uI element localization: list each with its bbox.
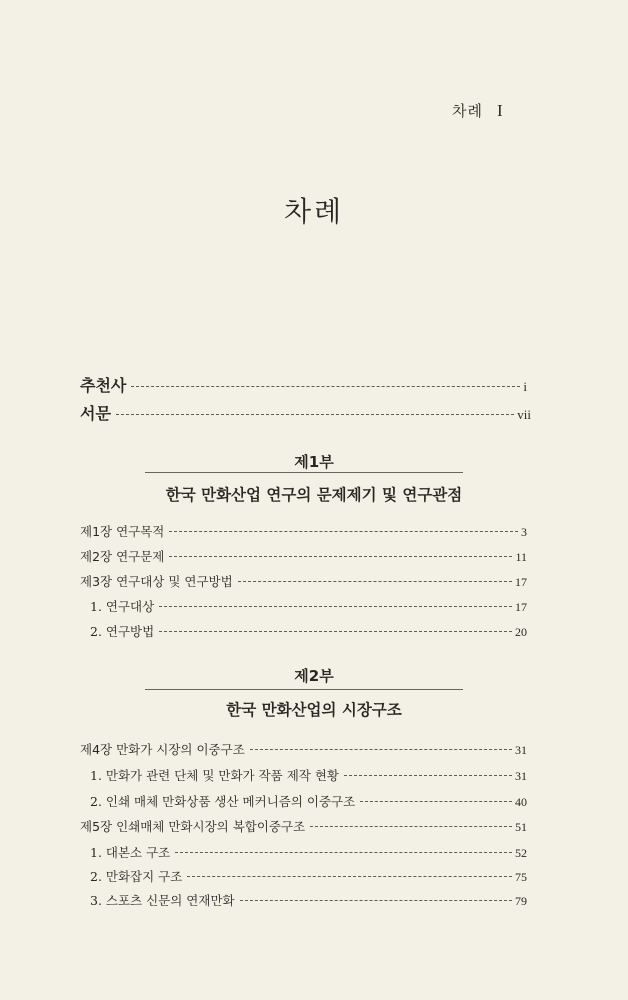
- toc-entry-label: 2. 만화잡지 구조: [90, 869, 183, 884]
- toc-entry-section-5-2: [90, 867, 527, 885]
- dot-leader: [187, 876, 512, 877]
- dot-leader: [169, 531, 518, 532]
- toc-entry-label: 제1장 연구목적: [80, 524, 165, 539]
- part-1-divider: [145, 472, 463, 473]
- toc-entry-label: 제4장 만화가 시장의 이중구조: [80, 742, 245, 757]
- dot-leader: [169, 556, 512, 557]
- dot-leader: [250, 749, 512, 750]
- toc-entry-chapter-3: [80, 572, 527, 590]
- dot-leader: [360, 801, 512, 802]
- toc-entry-section-3-2: [90, 622, 527, 640]
- toc-entry-section-3-1: [90, 597, 527, 615]
- toc-entry-chapter-4: [80, 740, 527, 758]
- toc-entry-page: 52: [515, 846, 527, 860]
- toc-entry-page: 51: [515, 820, 527, 834]
- toc-entry-preface: [80, 401, 531, 424]
- dot-leader: [240, 900, 512, 901]
- part-2-subtitle: 한국 만화산업의 시장구조: [226, 701, 402, 719]
- toc-entry-label: 2. 인쇄 매체 만화상품 생산 메커니즘의 이중구조: [90, 794, 356, 809]
- toc-entry-page: 40: [515, 795, 527, 809]
- toc-entry-label: 제5장 인쇄매체 만화시장의 복합이중구조: [80, 819, 306, 834]
- toc-entry-page: 75: [515, 870, 527, 884]
- part-2-divider: [145, 689, 463, 690]
- dot-leader: [175, 852, 512, 853]
- toc-entry-section-4-2: [90, 792, 527, 810]
- toc-entry-label: 1. 대본소 구조: [90, 845, 171, 860]
- running-header-page-number: I: [496, 101, 504, 120]
- toc-entry-chapter-2: [80, 547, 527, 565]
- toc-entry-label: 3. 스포츠 신문의 연재만화: [90, 893, 235, 908]
- toc-entry-page: 17: [515, 600, 527, 614]
- part-1-subtitle: 한국 만화산업 연구의 문제제기 및 연구관점: [165, 486, 463, 504]
- toc-entry-preface-recommendation: [80, 373, 527, 396]
- running-header-text: 차례: [452, 102, 483, 120]
- dot-leader: [344, 775, 512, 776]
- toc-entry-page: 20: [515, 625, 527, 639]
- toc-entry-label: 1. 연구대상: [90, 599, 155, 614]
- dot-leader: [159, 606, 512, 607]
- toc-entry-page: i: [523, 379, 527, 394]
- toc-entry-section-5-3: [90, 891, 527, 909]
- toc-entry-label: 제2장 연구문제: [80, 549, 165, 564]
- toc-entry-chapter-5: [80, 817, 527, 835]
- dot-leader: [310, 826, 512, 827]
- dot-leader: [159, 631, 512, 632]
- running-header: [452, 100, 504, 121]
- toc-entry-page: 11: [515, 550, 527, 564]
- toc-entry-page: 31: [515, 769, 527, 783]
- dot-leader: [131, 386, 520, 387]
- toc-entry-label: 추천사: [80, 376, 127, 395]
- toc-entry-label: 서문: [80, 404, 111, 423]
- toc-entry-label: 1. 만화가 관련 단체 및 만화가 작품 제작 현황: [90, 768, 339, 783]
- toc-entry-page: 17: [515, 575, 527, 589]
- toc-entry-label: 2. 연구방법: [90, 624, 155, 639]
- part-1-title: 제1부: [294, 453, 334, 471]
- part-2-title: 제2부: [294, 667, 334, 685]
- page-title: 차례: [283, 195, 345, 228]
- toc-entry-label: 제3장 연구대상 및 연구방법: [80, 574, 233, 589]
- dot-leader: [116, 414, 514, 415]
- toc-entry-page: vii: [517, 407, 531, 422]
- toc-entry-page: 79: [515, 894, 527, 908]
- toc-entry-section-5-1: [90, 843, 527, 861]
- toc-entry-section-4-1: [90, 766, 527, 784]
- toc-entry-page: 3: [521, 525, 527, 539]
- dot-leader: [238, 581, 512, 582]
- toc-entry-page: 31: [515, 743, 527, 757]
- toc-entry-chapter-1: [80, 522, 527, 540]
